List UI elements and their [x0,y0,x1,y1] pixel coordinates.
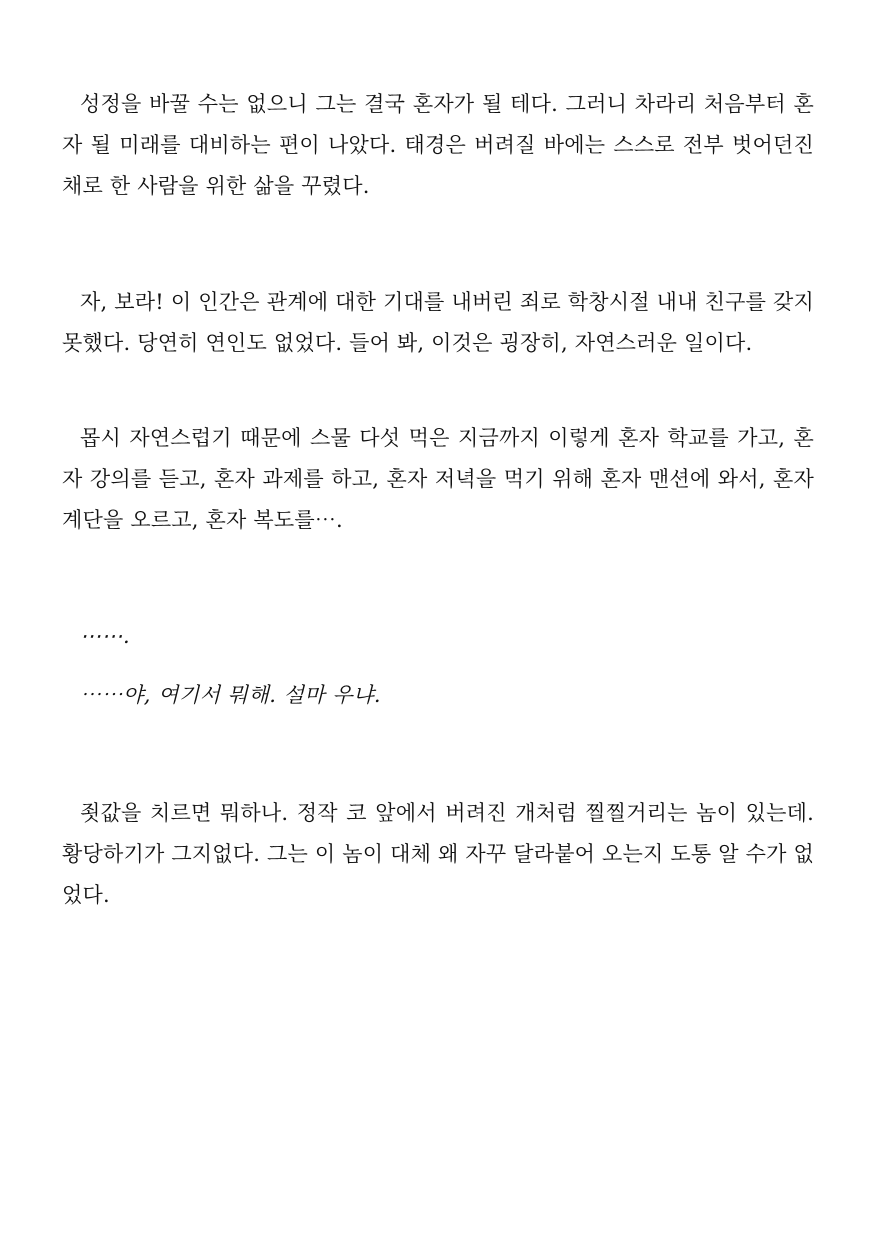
dialogue-line: ⋯⋯야, 여기서 뭐해. 설마 우냐. [80,683,382,707]
paragraph-3: 몹시 자연스럽기 때문에 스물 다섯 먹은 지금까지 이렇게 혼자 학교를 가고, 혼자 강의를 듣고, 혼자 과제를 하고, 혼자 저녁을 먹기 위해 혼자 맨션에 와서, 혼자 계단을 오르고, 혼자 복도를⋯. [62,426,814,532]
dialogue-ellipsis: ⋯⋯. [80,624,131,648]
paragraph-2: 자, 보라! 이 인간은 관계에 대한 기대를 내버린 죄로 학창시절 내내 친구를 갖지 못했다. 당연히 연인도 없었다. 들어 봐, 이것은 굉장히, 자연스러운 일이다. [62,290,814,355]
paragraph-1: 성정을 바꿀 수는 없으니 그는 결국 혼자가 될 테다. 그러니 차라리 처음부터 혼자 될 미래를 대비하는 편이 나았다. 태경은 버려질 바에는 스스로 전부 벗어던진 채로 한 사람을 위한 삶을 꾸렸다. [62,92,814,198]
paragraph-6: 죗값을 치르면 뭐하나. 정작 코 앞에서 버려진 개처럼 찔찔거리는 놈이 있는데. 황당하기가 그지없다. 그는 이 놈이 대체 왜 자꾸 달라붙어 오는지 도통 알 수가 없었다. [62,801,814,907]
